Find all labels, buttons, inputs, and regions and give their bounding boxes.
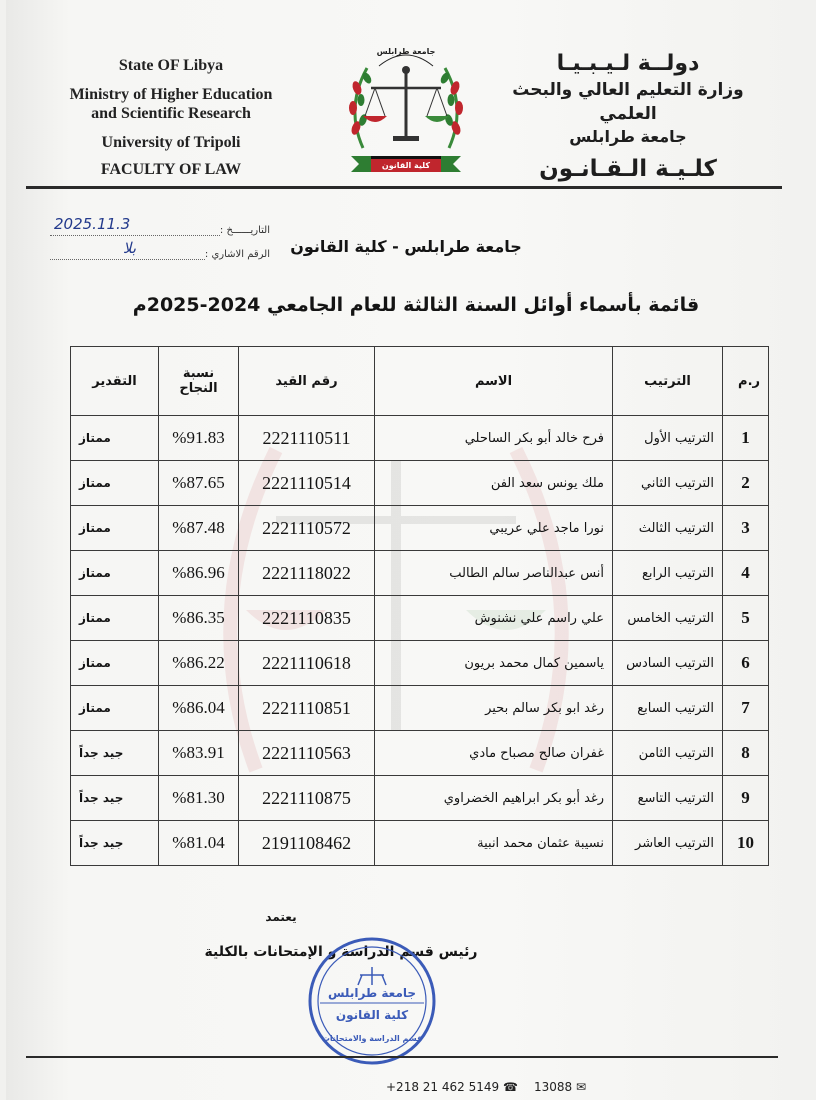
document-title: قائمة بأسماء أوائل السنة الثالثة للعام الجامعي 2024-2025م: [132, 294, 700, 316]
cell-grade: ممتاز: [71, 506, 159, 551]
header-pct: نسبة النجاح: [159, 347, 239, 416]
cell-pct: %87.48: [159, 506, 239, 551]
cell-rank: الترتيب الثامن: [613, 731, 723, 776]
reference-block: [50, 212, 270, 260]
header-english: [46, 56, 296, 179]
table-row: [71, 506, 769, 551]
cell-id: 2221110514: [239, 461, 375, 506]
cell-id: 2221110511: [239, 416, 375, 461]
cell-no: 7: [723, 686, 769, 731]
table-row: [71, 821, 769, 866]
cell-grade: جيد جداً: [71, 731, 159, 776]
footer-divider: [26, 1056, 778, 1058]
cell-grade: جيد جداً: [71, 776, 159, 821]
table-header-row: [71, 347, 769, 416]
cell-pct: %87.65: [159, 461, 239, 506]
cell-id: 2221110851: [239, 686, 375, 731]
header-no: ر.م: [723, 347, 769, 416]
cell-no: 10: [723, 821, 769, 866]
table-row: [71, 731, 769, 776]
cell-rank: الترتيب الخامس: [613, 596, 723, 641]
cell-id: 2221110572: [239, 506, 375, 551]
date-label: التاريــــــخ :: [219, 225, 270, 236]
cell-pct: %86.04: [159, 686, 239, 731]
university-faculty-line: جامعة طرابلس - كلية القانون: [290, 237, 522, 256]
footer-pobox-number: 13088: [534, 1080, 573, 1094]
cell-name: غفران صالح مصباح مادي: [375, 731, 613, 776]
cell-no: 1: [723, 416, 769, 461]
approval-label: يعتمد: [265, 910, 297, 924]
cell-id: 2221110563: [239, 731, 375, 776]
header-en-university: University of Tripoli: [101, 134, 241, 151]
header-arabic: [498, 50, 758, 186]
cell-id: 2221110875: [239, 776, 375, 821]
cell-grade: ممتاز: [71, 641, 159, 686]
cell-no: 5: [723, 596, 769, 641]
cell-no: 4: [723, 551, 769, 596]
header-divider: [26, 186, 782, 189]
university-logo-icon: [341, 38, 471, 178]
table-row: [71, 596, 769, 641]
envelope-icon: ✉: [576, 1080, 587, 1094]
official-stamp-icon: [306, 935, 438, 1067]
telephone-icon: ☎: [502, 1080, 518, 1094]
footer-phone: [386, 1080, 518, 1094]
footer-phone-number: +218 21 462 5149: [386, 1080, 500, 1094]
cell-name: رغد ابو بكر سالم بحير: [375, 686, 613, 731]
cell-grade: جيد جداً: [71, 821, 159, 866]
cell-no: 8: [723, 731, 769, 776]
cell-pct: %81.30: [159, 776, 239, 821]
cell-name: رغد أبو بكر ابراهيم الخضراوي: [375, 776, 613, 821]
header-ar-faculty: كلـيـة الـقـانـون: [539, 156, 717, 182]
table-row: [71, 551, 769, 596]
cell-id: 2221110618: [239, 641, 375, 686]
cell-grade: ممتاز: [71, 686, 159, 731]
cell-pct: %91.83: [159, 416, 239, 461]
cell-pct: %86.96: [159, 551, 239, 596]
reference-number-label: الرقم الاشاري :: [204, 249, 270, 260]
date-row: [50, 212, 270, 236]
cell-name: نسيبة عثمان محمد انبية: [375, 821, 613, 866]
cell-name: أنس عبدالناصر سالم الطالب: [375, 551, 613, 596]
cell-pct: %86.35: [159, 596, 239, 641]
header-ar-ministry: وزارة التعليم العالي والبحث العلمي: [512, 80, 744, 124]
table-row: [71, 416, 769, 461]
signatory-title: رئيس قسم الدراسة و الإمتحانات بالكلية: [204, 944, 478, 960]
footer-pobox: [534, 1080, 586, 1094]
header-name: الاسم: [375, 347, 613, 416]
header-en-ministry: Ministry of Higher Education: [69, 86, 273, 103]
cell-pct: %81.04: [159, 821, 239, 866]
document-page: [6, 0, 810, 1100]
cell-name: علي راسم علي نشنوش: [375, 596, 613, 641]
cell-name: نورا ماجد علي عريبي: [375, 506, 613, 551]
cell-id: 2191108462: [239, 821, 375, 866]
reference-number-value: بلا: [50, 239, 205, 260]
cell-no: 2: [723, 461, 769, 506]
header-grade: التقدير: [71, 347, 159, 416]
header-id: رقم القيد: [239, 347, 375, 416]
stamp-department: قسم الدراسة والامتحانات: [321, 1034, 423, 1043]
table-row: [71, 641, 769, 686]
logo-banner-text: كلية القانون: [381, 161, 431, 170]
cell-name: فرح خالد أبو بكر الساحلي: [375, 416, 613, 461]
cell-no: 6: [723, 641, 769, 686]
date-value: 2025.11.3: [50, 215, 220, 236]
header-en-research: and Scientific Research: [91, 105, 251, 122]
cell-rank: الترتيب الثالث: [613, 506, 723, 551]
cell-rank: الترتيب السابع: [613, 686, 723, 731]
cell-name: ياسمين كمال محمد بريون: [375, 641, 613, 686]
cell-no: 3: [723, 506, 769, 551]
cell-id: 2221118022: [239, 551, 375, 596]
cell-rank: الترتيب العاشر: [613, 821, 723, 866]
cell-grade: ممتاز: [71, 596, 159, 641]
cell-rank: الترتيب الثاني: [613, 461, 723, 506]
cell-id: 2221110835: [239, 596, 375, 641]
header-rank: الترتيب: [613, 347, 723, 416]
cell-pct: %86.22: [159, 641, 239, 686]
cell-grade: ممتاز: [71, 461, 159, 506]
cell-grade: ممتاز: [71, 416, 159, 461]
top-students-table: [70, 346, 769, 866]
table-row: [71, 776, 769, 821]
reference-number-row: [50, 236, 270, 260]
cell-pct: %83.91: [159, 731, 239, 776]
header-en-state: State OF Libya: [118, 57, 224, 74]
table-row: [71, 686, 769, 731]
cell-rank: الترتيب التاسع: [613, 776, 723, 821]
header-ar-university: جامعة طرابلس: [569, 127, 687, 146]
table-row: [71, 461, 769, 506]
cell-no: 9: [723, 776, 769, 821]
logo-top-text: جامعة طرابلس: [376, 47, 436, 56]
stamp-faculty: كلية القانون: [335, 1008, 409, 1022]
cell-rank: الترتيب الرابع: [613, 551, 723, 596]
stamp-university: جامعة طرابلس: [327, 986, 417, 1000]
header-ar-state: دولــة لـيـبـيـا: [556, 51, 700, 76]
cell-rank: الترتيب الأول: [613, 416, 723, 461]
header-en-faculty: FACULTY OF LAW: [100, 161, 242, 178]
cell-name: ملك يونس سعد الفن: [375, 461, 613, 506]
cell-grade: ممتاز: [71, 551, 159, 596]
cell-rank: الترتيب السادس: [613, 641, 723, 686]
